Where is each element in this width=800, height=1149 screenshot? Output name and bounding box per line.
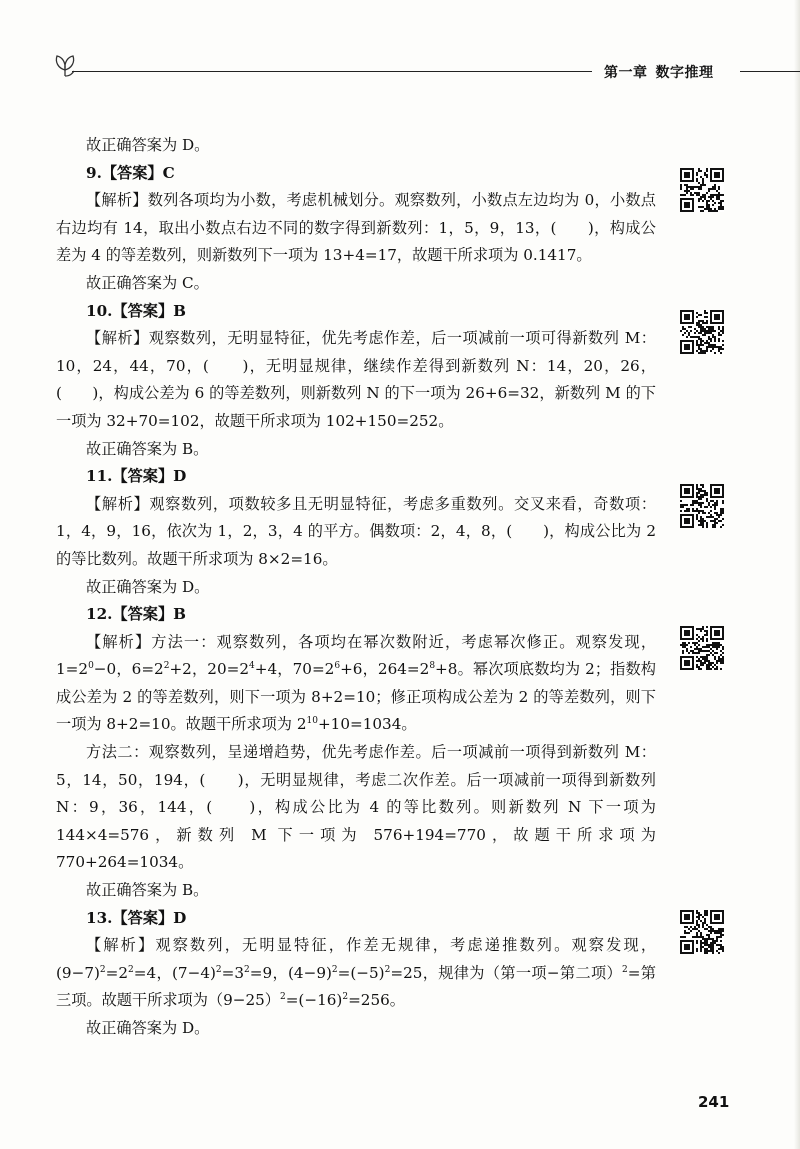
running-header [0,40,800,90]
qr-code-icon [680,168,724,212]
question-11-analysis: 【解析】观察数列，项数较多且无明显特征，考虑多重数列。交叉来看，奇数项：1，4，9，16，依次为 1，2，3，4 的平方。偶数项：2，4，8，( )，构成公比为 2 的等比数列。故题干所求项为 8×2=16。 [56,494,656,568]
chapter-number: 第一章 [604,65,648,81]
qr-code-icon [680,910,724,954]
paragraph: 故正确答案为 B。 [86,439,209,458]
leaf-logo-icon [50,48,80,78]
page-content [56,132,656,1043]
paragraph: 故正确答案为 D。 [86,136,210,154]
question-12-analysis-method-1: 【解析】方法一：观察数列，各项均在幂次数附近，考虑幂次修正。观察发现，$1=2^0-0$，$6=2^2+2$，$20=2^4+4$，$70=2^6+6$，$264=2^8+8$。幂次项底数均为 2；指数构成公差为 2 的等差数列，则下一项为 8+2=10；修正项构成公差为 2 的等差数列，则下一项为 8+2=10。故题干所求项为 $2^{10}+10=1034$。 [56,632,656,734]
qr-code-icon [680,484,724,528]
paragraph: 故正确答案为 B。 [86,881,209,900]
question-13-analysis: 【解析】观察数列，无明显特征，作差无规律，考虑递推数列。观察发现，$(9-7)^2=2^2=4$，$(7-4)^2=3^2=9$，$(4-9)^2=(-5)^2=25$，规律为（第一项−第二项）$^2$=第三项。故题干所求项为$(9-25)^2=(-16)^2=256$。 [56,936,656,1010]
paragraph: 故正确答案为 C。 [86,273,209,292]
page-number: 241 [698,1093,730,1111]
page-edge-shadow [794,0,800,1149]
question-9-analysis: 【解析】数列各项均为小数，考虑机械划分。观察数列，小数点左边均为 0，小数点右边均有 14，取出小数点右边不同的数字得到新数列：1，5，9，13，( )，构成公差为 4 的等差数列，则新数列下一项为 13+4=17，故题干所求项为 0.1417。 [56,191,656,265]
chapter-title [604,62,722,82]
paragraph: 故正确答案为 D。 [86,1019,210,1037]
question-12-analysis-method-2: 方法二：观察数列，呈递增趋势，优先考虑作差。后一项减前一项得到新数列 M：5，14，50，194，( )，无明显规律，考虑二次作差。后一项减前一项得到新数列 N：9，36，144，( )，构成公比为 4 的等比数列。则新数列 N 下一项为 144×4=576，新数列 M 下一项为 576+194=770，故题干所求项为 770+264=1034。 [56,743,656,872]
qr-code-icon [680,310,724,354]
question-12-answer: 12.【答案】B [86,605,187,624]
chapter-name: 数字推理 [655,65,714,81]
qr-code-icon [680,626,724,670]
paragraph: 故正确答案为 D。 [86,577,210,596]
question-10-analysis: 【解析】观察数列，无明显特征，优先考虑作差，后一项减前一项可得新数列 M：10，24，44，70，( )，无明显规律，继续作差得到新数列 N：14，20，26，( )，构成公差为 6 的等差数列，则新数列 N 的下一项为 26+6=32，新数列 M 的下一项为 32+70=102，故题干所求项为 102+150=252。 [56,329,656,430]
question-11-answer: 11.【答案】D [86,467,187,486]
header-rule-right [740,71,800,72]
question-10-answer: 10.【答案】B [86,301,187,320]
header-rule [72,71,592,72]
question-13-answer: 13.【答案】D [86,908,187,927]
question-9-answer: 9.【答案】C [86,163,175,182]
